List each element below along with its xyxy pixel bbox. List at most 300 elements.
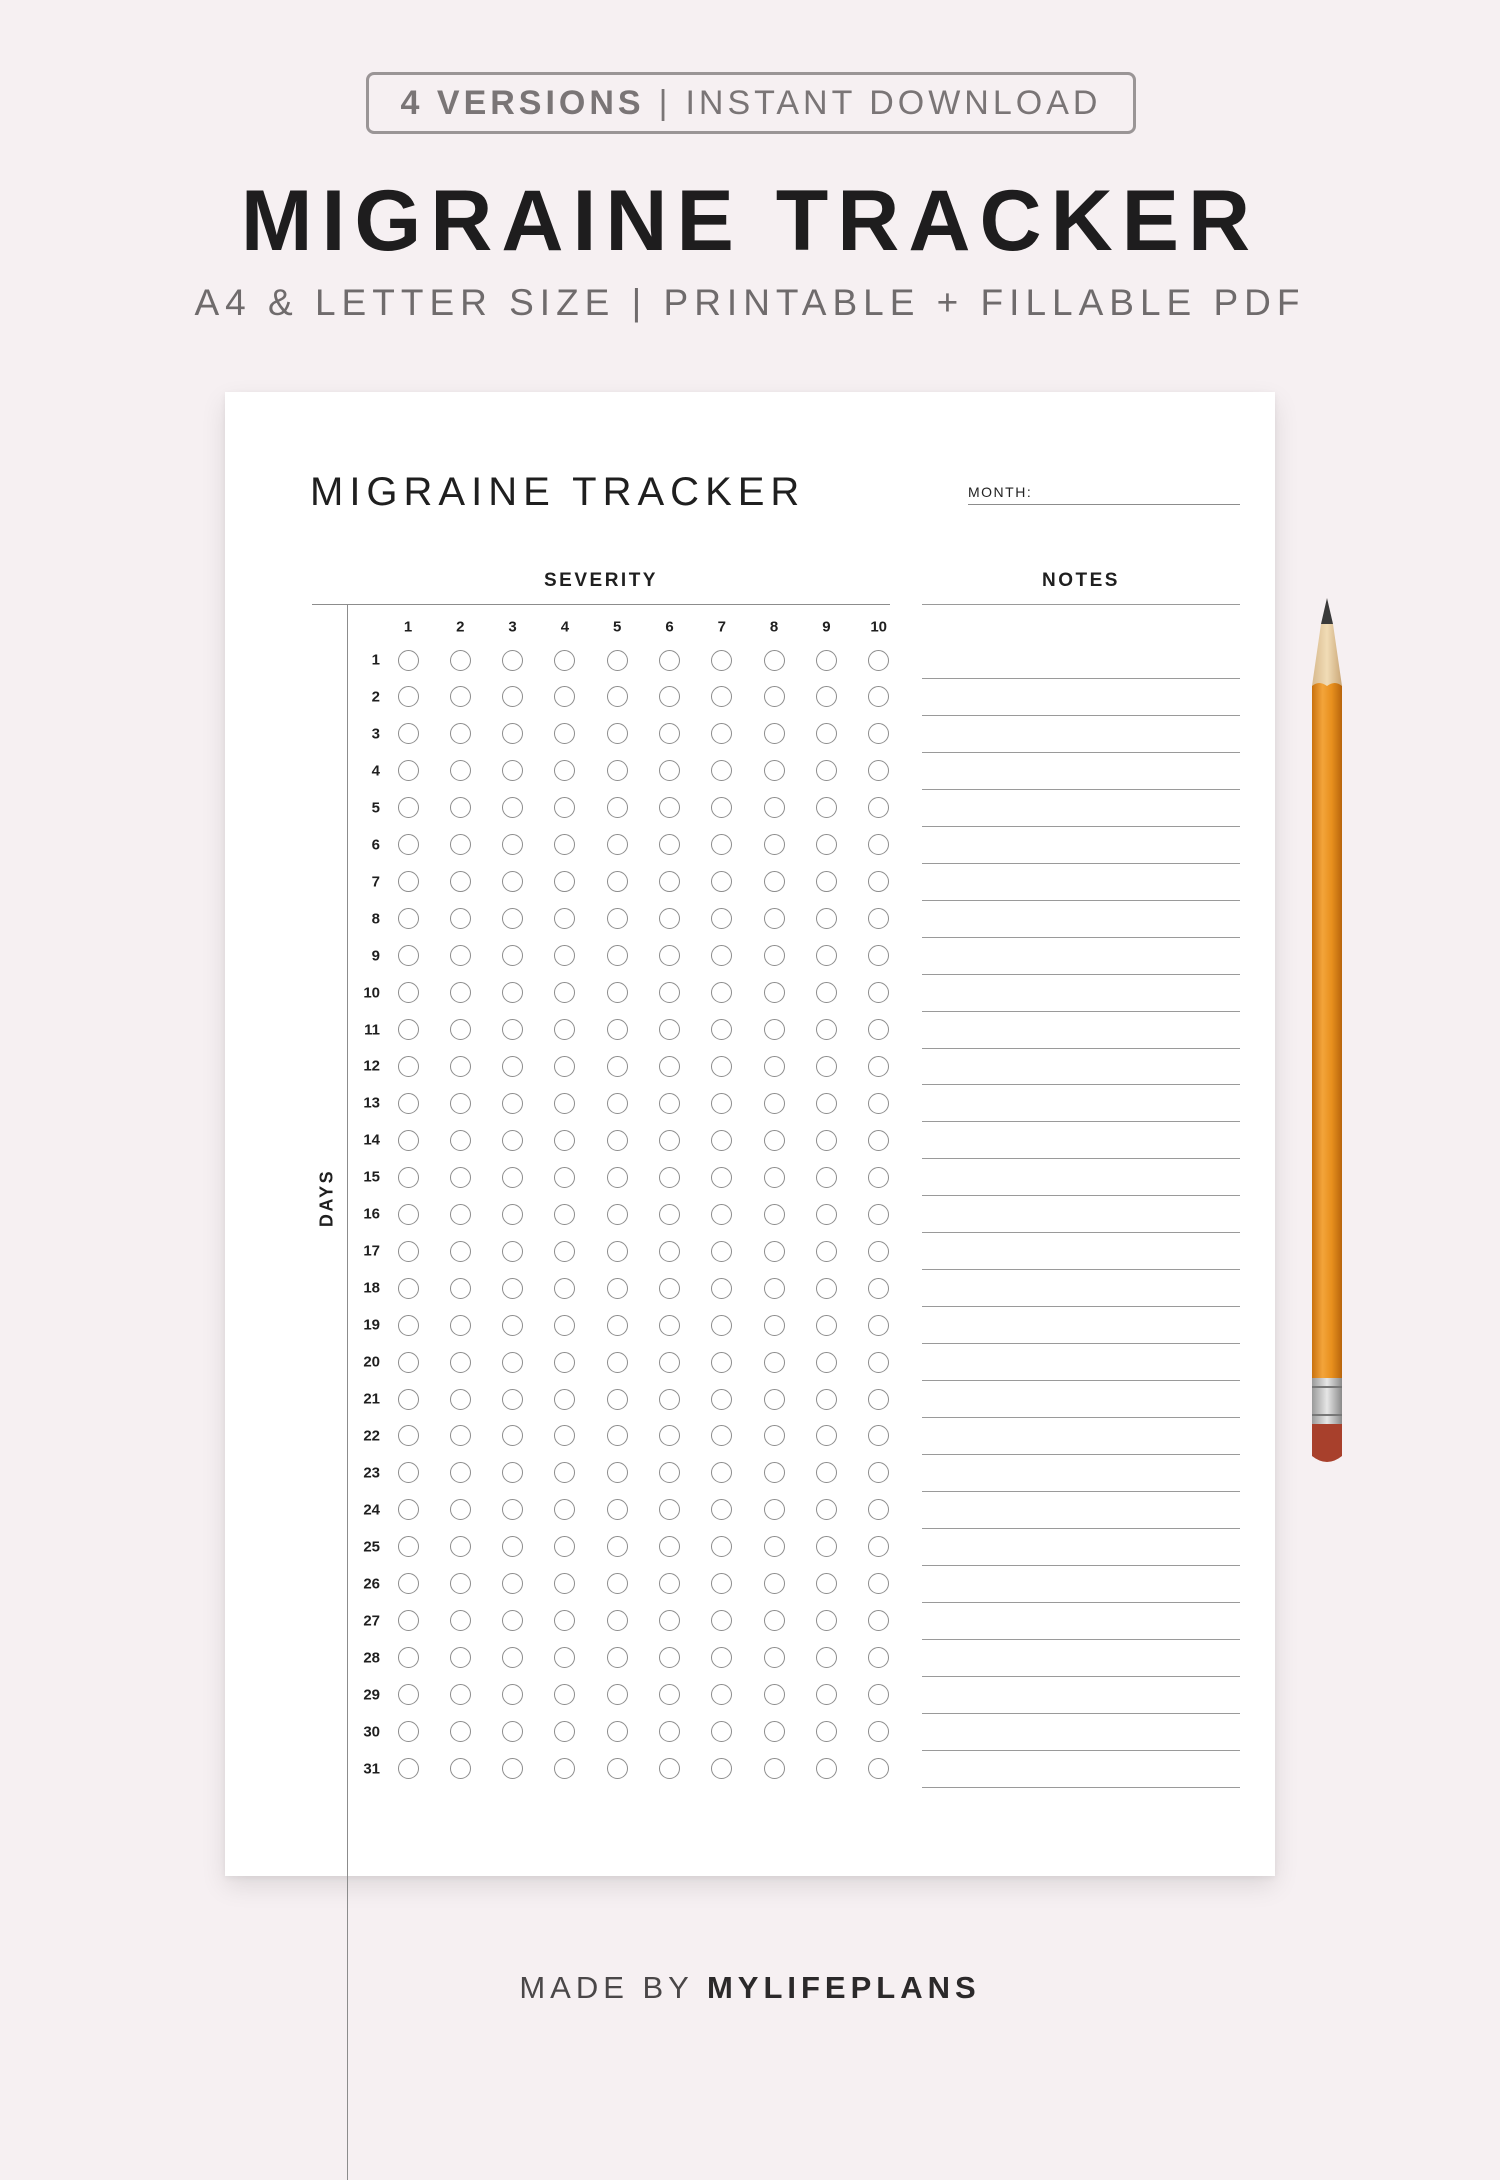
severity-checkbox[interactable] (398, 871, 419, 892)
severity-checkbox[interactable] (764, 1241, 785, 1262)
note-line[interactable] (922, 863, 1240, 864)
severity-checkbox[interactable] (398, 1056, 419, 1077)
severity-checkbox[interactable] (450, 1093, 471, 1114)
severity-checkbox[interactable] (502, 1425, 523, 1446)
severity-checkbox[interactable] (398, 1241, 419, 1262)
severity-checkbox[interactable] (450, 1684, 471, 1705)
severity-checkbox[interactable] (398, 1573, 419, 1594)
severity-checkbox[interactable] (868, 1610, 889, 1631)
severity-checkbox[interactable] (450, 1019, 471, 1040)
severity-checkbox[interactable] (502, 1019, 523, 1040)
severity-checkbox[interactable] (659, 1425, 680, 1446)
note-line[interactable] (922, 1343, 1240, 1344)
severity-checkbox[interactable] (607, 797, 628, 818)
severity-checkbox[interactable] (868, 1721, 889, 1742)
severity-checkbox[interactable] (711, 1389, 732, 1410)
severity-checkbox[interactable] (711, 1241, 732, 1262)
severity-checkbox[interactable] (502, 1758, 523, 1779)
severity-checkbox[interactable] (502, 650, 523, 671)
severity-checkbox[interactable] (711, 1721, 732, 1742)
note-line[interactable] (922, 789, 1240, 790)
severity-checkbox[interactable] (398, 1610, 419, 1631)
severity-checkbox[interactable] (607, 650, 628, 671)
severity-checkbox[interactable] (607, 1647, 628, 1668)
severity-checkbox[interactable] (502, 908, 523, 929)
severity-checkbox[interactable] (816, 1056, 837, 1077)
severity-checkbox[interactable] (398, 1389, 419, 1410)
severity-checkbox[interactable] (868, 1204, 889, 1225)
severity-checkbox[interactable] (659, 1721, 680, 1742)
severity-checkbox[interactable] (607, 1278, 628, 1299)
severity-checkbox[interactable] (764, 982, 785, 1003)
severity-checkbox[interactable] (554, 1462, 575, 1483)
severity-checkbox[interactable] (711, 797, 732, 818)
note-line[interactable] (922, 1084, 1240, 1085)
note-line[interactable] (922, 1602, 1240, 1603)
severity-checkbox[interactable] (816, 908, 837, 929)
severity-checkbox[interactable] (554, 1315, 575, 1336)
severity-checkbox[interactable] (816, 1389, 837, 1410)
note-line[interactable] (922, 1048, 1240, 1049)
severity-checkbox[interactable] (816, 1019, 837, 1040)
severity-checkbox[interactable] (659, 797, 680, 818)
severity-checkbox[interactable] (398, 1684, 419, 1705)
severity-checkbox[interactable] (450, 1241, 471, 1262)
severity-checkbox[interactable] (764, 1019, 785, 1040)
severity-checkbox[interactable] (502, 1130, 523, 1151)
severity-checkbox[interactable] (398, 1536, 419, 1557)
severity-checkbox[interactable] (554, 797, 575, 818)
severity-checkbox[interactable] (450, 650, 471, 671)
severity-checkbox[interactable] (450, 797, 471, 818)
severity-checkbox[interactable] (816, 1573, 837, 1594)
severity-checkbox[interactable] (764, 1462, 785, 1483)
severity-checkbox[interactable] (450, 1425, 471, 1446)
severity-checkbox[interactable] (398, 650, 419, 671)
note-line[interactable] (922, 1676, 1240, 1677)
severity-checkbox[interactable] (554, 650, 575, 671)
severity-checkbox[interactable] (711, 1684, 732, 1705)
severity-checkbox[interactable] (502, 945, 523, 966)
severity-checkbox[interactable] (398, 760, 419, 781)
severity-checkbox[interactable] (868, 1167, 889, 1188)
severity-checkbox[interactable] (816, 1315, 837, 1336)
severity-checkbox[interactable] (398, 1352, 419, 1373)
severity-checkbox[interactable] (711, 686, 732, 707)
severity-checkbox[interactable] (868, 1425, 889, 1446)
severity-checkbox[interactable] (398, 1130, 419, 1151)
severity-checkbox[interactable] (764, 1536, 785, 1557)
severity-checkbox[interactable] (607, 1241, 628, 1262)
severity-checkbox[interactable] (554, 908, 575, 929)
severity-checkbox[interactable] (868, 1389, 889, 1410)
severity-checkbox[interactable] (607, 1315, 628, 1336)
severity-checkbox[interactable] (554, 982, 575, 1003)
severity-checkbox[interactable] (764, 834, 785, 855)
severity-checkbox[interactable] (764, 1167, 785, 1188)
severity-checkbox[interactable] (764, 1130, 785, 1151)
severity-checkbox[interactable] (659, 1684, 680, 1705)
severity-checkbox[interactable] (659, 1019, 680, 1040)
severity-checkbox[interactable] (607, 1204, 628, 1225)
severity-checkbox[interactable] (868, 945, 889, 966)
severity-checkbox[interactable] (502, 1536, 523, 1557)
severity-checkbox[interactable] (764, 1684, 785, 1705)
severity-checkbox[interactable] (868, 650, 889, 671)
severity-checkbox[interactable] (450, 1499, 471, 1520)
severity-checkbox[interactable] (607, 1167, 628, 1188)
severity-checkbox[interactable] (398, 1425, 419, 1446)
severity-checkbox[interactable] (868, 1647, 889, 1668)
severity-checkbox[interactable] (398, 1647, 419, 1668)
severity-checkbox[interactable] (398, 1093, 419, 1114)
severity-checkbox[interactable] (868, 1278, 889, 1299)
severity-checkbox[interactable] (502, 1352, 523, 1373)
severity-checkbox[interactable] (398, 723, 419, 744)
severity-checkbox[interactable] (398, 1167, 419, 1188)
severity-checkbox[interactable] (554, 1167, 575, 1188)
severity-checkbox[interactable] (816, 1462, 837, 1483)
severity-checkbox[interactable] (764, 1721, 785, 1742)
severity-checkbox[interactable] (816, 1721, 837, 1742)
severity-checkbox[interactable] (816, 650, 837, 671)
severity-checkbox[interactable] (502, 834, 523, 855)
severity-checkbox[interactable] (868, 760, 889, 781)
severity-checkbox[interactable] (502, 871, 523, 892)
severity-checkbox[interactable] (816, 871, 837, 892)
severity-checkbox[interactable] (398, 1278, 419, 1299)
severity-checkbox[interactable] (450, 1721, 471, 1742)
severity-checkbox[interactable] (607, 1684, 628, 1705)
severity-checkbox[interactable] (502, 1278, 523, 1299)
severity-checkbox[interactable] (868, 1684, 889, 1705)
severity-checkbox[interactable] (607, 1721, 628, 1742)
severity-checkbox[interactable] (711, 760, 732, 781)
severity-checkbox[interactable] (502, 1684, 523, 1705)
severity-checkbox[interactable] (868, 1352, 889, 1373)
severity-checkbox[interactable] (659, 1499, 680, 1520)
severity-checkbox[interactable] (868, 871, 889, 892)
severity-checkbox[interactable] (711, 1573, 732, 1594)
severity-checkbox[interactable] (607, 871, 628, 892)
severity-checkbox[interactable] (607, 834, 628, 855)
note-line[interactable] (922, 1269, 1240, 1270)
severity-checkbox[interactable] (816, 1536, 837, 1557)
severity-checkbox[interactable] (502, 797, 523, 818)
severity-checkbox[interactable] (868, 1056, 889, 1077)
severity-checkbox[interactable] (816, 1278, 837, 1299)
note-line[interactable] (922, 826, 1240, 827)
note-line[interactable] (922, 1417, 1240, 1418)
severity-checkbox[interactable] (764, 686, 785, 707)
note-line[interactable] (922, 1380, 1240, 1381)
severity-checkbox[interactable] (816, 982, 837, 1003)
severity-checkbox[interactable] (659, 1647, 680, 1668)
severity-checkbox[interactable] (607, 1758, 628, 1779)
severity-checkbox[interactable] (711, 1536, 732, 1557)
note-line[interactable] (922, 1565, 1240, 1566)
severity-checkbox[interactable] (711, 1499, 732, 1520)
severity-checkbox[interactable] (868, 1315, 889, 1336)
severity-checkbox[interactable] (502, 1056, 523, 1077)
severity-checkbox[interactable] (816, 686, 837, 707)
note-line[interactable] (922, 1787, 1240, 1788)
severity-checkbox[interactable] (764, 797, 785, 818)
severity-checkbox[interactable] (816, 723, 837, 744)
severity-checkbox[interactable] (502, 760, 523, 781)
severity-checkbox[interactable] (816, 1130, 837, 1151)
severity-checkbox[interactable] (502, 1573, 523, 1594)
severity-checkbox[interactable] (764, 1758, 785, 1779)
severity-checkbox[interactable] (659, 945, 680, 966)
severity-checkbox[interactable] (868, 982, 889, 1003)
severity-checkbox[interactable] (502, 1610, 523, 1631)
severity-checkbox[interactable] (450, 1389, 471, 1410)
severity-checkbox[interactable] (502, 1204, 523, 1225)
note-line[interactable] (922, 1306, 1240, 1307)
severity-checkbox[interactable] (659, 723, 680, 744)
severity-checkbox[interactable] (607, 1610, 628, 1631)
severity-checkbox[interactable] (816, 797, 837, 818)
severity-checkbox[interactable] (398, 1499, 419, 1520)
severity-checkbox[interactable] (554, 686, 575, 707)
severity-checkbox[interactable] (711, 650, 732, 671)
severity-checkbox[interactable] (868, 1019, 889, 1040)
severity-checkbox[interactable] (607, 760, 628, 781)
severity-checkbox[interactable] (764, 760, 785, 781)
severity-checkbox[interactable] (816, 1241, 837, 1262)
severity-checkbox[interactable] (450, 1167, 471, 1188)
severity-checkbox[interactable] (450, 871, 471, 892)
note-line[interactable] (922, 1639, 1240, 1640)
severity-checkbox[interactable] (554, 1204, 575, 1225)
severity-checkbox[interactable] (711, 871, 732, 892)
severity-checkbox[interactable] (450, 1573, 471, 1594)
severity-checkbox[interactable] (450, 1056, 471, 1077)
note-line[interactable] (922, 1528, 1240, 1529)
severity-checkbox[interactable] (554, 1056, 575, 1077)
severity-checkbox[interactable] (450, 908, 471, 929)
severity-checkbox[interactable] (607, 1019, 628, 1040)
severity-checkbox[interactable] (764, 1093, 785, 1114)
severity-checkbox[interactable] (502, 982, 523, 1003)
severity-checkbox[interactable] (554, 1352, 575, 1373)
note-line[interactable] (922, 1011, 1240, 1012)
severity-checkbox[interactable] (659, 1610, 680, 1631)
severity-checkbox[interactable] (607, 723, 628, 744)
severity-checkbox[interactable] (764, 1056, 785, 1077)
severity-checkbox[interactable] (607, 982, 628, 1003)
severity-checkbox[interactable] (659, 1758, 680, 1779)
severity-checkbox[interactable] (711, 1425, 732, 1446)
severity-checkbox[interactable] (711, 908, 732, 929)
note-line[interactable] (922, 1195, 1240, 1196)
severity-checkbox[interactable] (659, 686, 680, 707)
severity-checkbox[interactable] (554, 1389, 575, 1410)
severity-checkbox[interactable] (450, 1352, 471, 1373)
severity-checkbox[interactable] (764, 1389, 785, 1410)
severity-checkbox[interactable] (554, 1019, 575, 1040)
severity-checkbox[interactable] (659, 650, 680, 671)
severity-checkbox[interactable] (659, 1573, 680, 1594)
severity-checkbox[interactable] (398, 908, 419, 929)
severity-checkbox[interactable] (554, 1758, 575, 1779)
severity-checkbox[interactable] (816, 760, 837, 781)
severity-checkbox[interactable] (711, 1462, 732, 1483)
severity-checkbox[interactable] (816, 1093, 837, 1114)
severity-checkbox[interactable] (398, 1462, 419, 1483)
severity-checkbox[interactable] (711, 1019, 732, 1040)
severity-checkbox[interactable] (554, 1425, 575, 1446)
severity-checkbox[interactable] (659, 1167, 680, 1188)
note-line[interactable] (922, 1454, 1240, 1455)
severity-checkbox[interactable] (554, 1499, 575, 1520)
severity-checkbox[interactable] (711, 1278, 732, 1299)
note-line[interactable] (922, 678, 1240, 679)
severity-checkbox[interactable] (502, 1093, 523, 1114)
severity-checkbox[interactable] (816, 834, 837, 855)
severity-checkbox[interactable] (450, 686, 471, 707)
note-line[interactable] (922, 1232, 1240, 1233)
severity-checkbox[interactable] (816, 1610, 837, 1631)
severity-checkbox[interactable] (607, 1425, 628, 1446)
note-line[interactable] (922, 1491, 1240, 1492)
severity-checkbox[interactable] (711, 834, 732, 855)
severity-checkbox[interactable] (764, 1610, 785, 1631)
severity-checkbox[interactable] (711, 1352, 732, 1373)
severity-checkbox[interactable] (554, 1573, 575, 1594)
severity-checkbox[interactable] (659, 1093, 680, 1114)
severity-checkbox[interactable] (764, 871, 785, 892)
severity-checkbox[interactable] (659, 1389, 680, 1410)
severity-checkbox[interactable] (764, 1352, 785, 1373)
severity-checkbox[interactable] (659, 1462, 680, 1483)
severity-checkbox[interactable] (659, 1278, 680, 1299)
severity-checkbox[interactable] (659, 1536, 680, 1557)
severity-checkbox[interactable] (868, 1130, 889, 1151)
severity-checkbox[interactable] (607, 908, 628, 929)
severity-checkbox[interactable] (554, 1684, 575, 1705)
severity-checkbox[interactable] (868, 1536, 889, 1557)
severity-checkbox[interactable] (398, 797, 419, 818)
note-line[interactable] (922, 974, 1240, 975)
severity-checkbox[interactable] (502, 1315, 523, 1336)
severity-checkbox[interactable] (607, 1536, 628, 1557)
severity-checkbox[interactable] (816, 1425, 837, 1446)
severity-checkbox[interactable] (764, 945, 785, 966)
severity-checkbox[interactable] (711, 1204, 732, 1225)
severity-checkbox[interactable] (554, 1721, 575, 1742)
severity-checkbox[interactable] (816, 1352, 837, 1373)
severity-checkbox[interactable] (554, 723, 575, 744)
severity-checkbox[interactable] (554, 1647, 575, 1668)
severity-checkbox[interactable] (554, 1093, 575, 1114)
severity-checkbox[interactable] (816, 1167, 837, 1188)
note-line[interactable] (922, 1713, 1240, 1714)
severity-checkbox[interactable] (450, 1536, 471, 1557)
severity-checkbox[interactable] (764, 1204, 785, 1225)
severity-checkbox[interactable] (659, 1204, 680, 1225)
severity-checkbox[interactable] (659, 1056, 680, 1077)
severity-checkbox[interactable] (554, 760, 575, 781)
severity-checkbox[interactable] (868, 908, 889, 929)
severity-checkbox[interactable] (659, 1352, 680, 1373)
severity-checkbox[interactable] (398, 945, 419, 966)
severity-checkbox[interactable] (868, 686, 889, 707)
severity-checkbox[interactable] (554, 834, 575, 855)
severity-checkbox[interactable] (607, 1130, 628, 1151)
severity-checkbox[interactable] (816, 1758, 837, 1779)
severity-checkbox[interactable] (398, 686, 419, 707)
note-line[interactable] (922, 1750, 1240, 1751)
severity-checkbox[interactable] (450, 1758, 471, 1779)
severity-checkbox[interactable] (607, 1499, 628, 1520)
severity-checkbox[interactable] (502, 723, 523, 744)
month-field-line[interactable] (968, 504, 1240, 505)
severity-checkbox[interactable] (711, 982, 732, 1003)
note-line[interactable] (922, 715, 1240, 716)
severity-checkbox[interactable] (816, 1684, 837, 1705)
severity-checkbox[interactable] (450, 1130, 471, 1151)
severity-checkbox[interactable] (398, 1204, 419, 1225)
severity-checkbox[interactable] (554, 1536, 575, 1557)
severity-checkbox[interactable] (554, 945, 575, 966)
severity-checkbox[interactable] (816, 1647, 837, 1668)
severity-checkbox[interactable] (450, 945, 471, 966)
severity-checkbox[interactable] (711, 1130, 732, 1151)
severity-checkbox[interactable] (502, 1167, 523, 1188)
note-line[interactable] (922, 900, 1240, 901)
severity-checkbox[interactable] (764, 1315, 785, 1336)
severity-checkbox[interactable] (868, 1758, 889, 1779)
severity-checkbox[interactable] (502, 686, 523, 707)
severity-checkbox[interactable] (554, 1610, 575, 1631)
note-line[interactable] (922, 937, 1240, 938)
severity-checkbox[interactable] (711, 723, 732, 744)
severity-checkbox[interactable] (659, 982, 680, 1003)
severity-checkbox[interactable] (450, 1647, 471, 1668)
severity-checkbox[interactable] (816, 1499, 837, 1520)
severity-checkbox[interactable] (711, 1167, 732, 1188)
severity-checkbox[interactable] (764, 1499, 785, 1520)
severity-checkbox[interactable] (868, 1093, 889, 1114)
severity-checkbox[interactable] (607, 945, 628, 966)
severity-checkbox[interactable] (607, 686, 628, 707)
severity-checkbox[interactable] (764, 1278, 785, 1299)
severity-checkbox[interactable] (868, 1462, 889, 1483)
severity-checkbox[interactable] (398, 1721, 419, 1742)
severity-checkbox[interactable] (659, 908, 680, 929)
severity-checkbox[interactable] (816, 945, 837, 966)
severity-checkbox[interactable] (607, 1093, 628, 1114)
severity-checkbox[interactable] (554, 1130, 575, 1151)
severity-checkbox[interactable] (607, 1056, 628, 1077)
severity-checkbox[interactable] (450, 723, 471, 744)
severity-checkbox[interactable] (868, 797, 889, 818)
severity-checkbox[interactable] (868, 1499, 889, 1520)
severity-checkbox[interactable] (711, 1093, 732, 1114)
severity-checkbox[interactable] (554, 871, 575, 892)
severity-checkbox[interactable] (711, 945, 732, 966)
severity-checkbox[interactable] (450, 1610, 471, 1631)
severity-checkbox[interactable] (398, 1758, 419, 1779)
severity-checkbox[interactable] (502, 1647, 523, 1668)
severity-checkbox[interactable] (554, 1241, 575, 1262)
severity-checkbox[interactable] (607, 1352, 628, 1373)
severity-checkbox[interactable] (764, 1425, 785, 1446)
severity-checkbox[interactable] (868, 1241, 889, 1262)
note-line[interactable] (922, 1121, 1240, 1122)
